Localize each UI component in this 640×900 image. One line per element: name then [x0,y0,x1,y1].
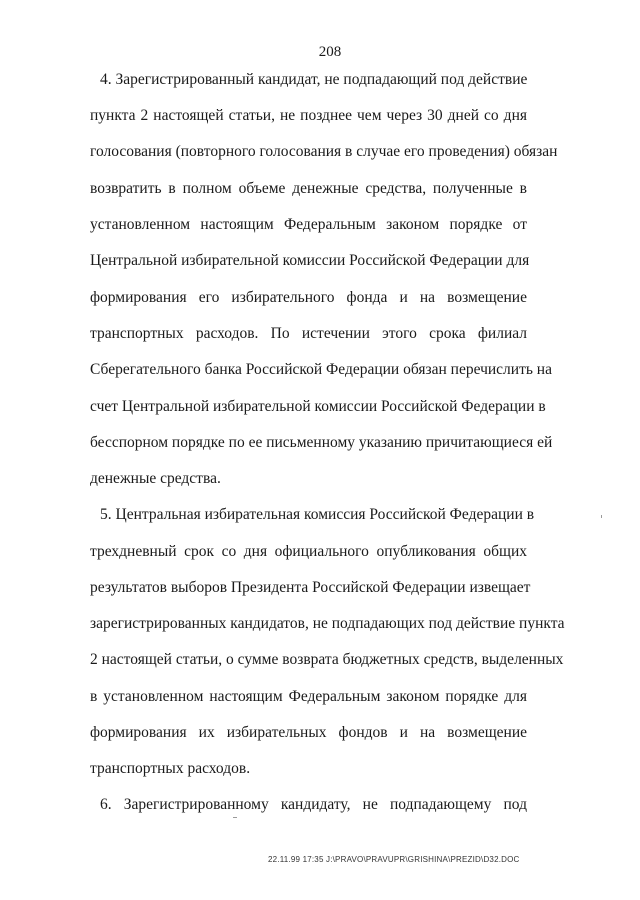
text-line: формирования его избирательного фонда и на возмещение [90,289,527,306]
text-line: 2 настоящей статьи, о сумме возврата бюджетных средств, выделенных [90,651,564,668]
text-line: возвратить в полном объеме денежные средства, полученные в [90,180,527,197]
text-line: денежные средства. [90,470,221,487]
text-line: голосования (повторного голосования в случае его проведения) обязан [90,143,558,160]
page-number: 208 [318,44,342,60]
text-line: установленном настоящим Федеральным законом порядке от [90,216,527,233]
scan-speck [601,515,602,518]
text-line: в установленном настоящим Федеральным законом порядке для [90,688,527,705]
text-line: зарегистрированных кандидатов, не подпадающих под действие пункта [90,615,565,632]
text-line: Сберегательного банка Российской Федерации обязан перечислить на [90,361,552,378]
text-line: 6. Зарегистрированному кандидату, не подпадающему под [100,796,527,813]
text-line: трехдневный срок со дня официального опубликования общих [90,543,527,560]
text-line: 4. Зарегистрированный кандидат, не подпадающий под действие [100,71,528,88]
text-line: транспортных расходов. По истечении этого срока филиал [90,325,527,342]
text-line: 5. Центральная избирательная комиссия Российской Федерации в [100,506,535,523]
text-line: пункта 2 настоящей статьи, не позднее чем через 30 дней со дня [90,107,527,124]
text-line: Центральной избирательной комиссии Российской Федерации для [90,252,530,269]
text-line: результатов выборов Президента Российской Федерации извещает [90,579,531,596]
text-line: формирования их избирательных фондов и на возмещение [90,724,527,741]
text-line: счет Центральной избирательной комиссии Российской Федерации в [90,398,546,415]
text-line: транспортных расходов. [90,760,251,777]
document-footer: 22.11.99 17:35 J:\PRAVO\PRAVUPR\GRISHINA\PREZID\D32.DOC [268,855,520,864]
scan-speck [233,817,237,818]
text-line: бесспорном порядке по ее письменному указанию причитающиеся ей [90,434,553,451]
